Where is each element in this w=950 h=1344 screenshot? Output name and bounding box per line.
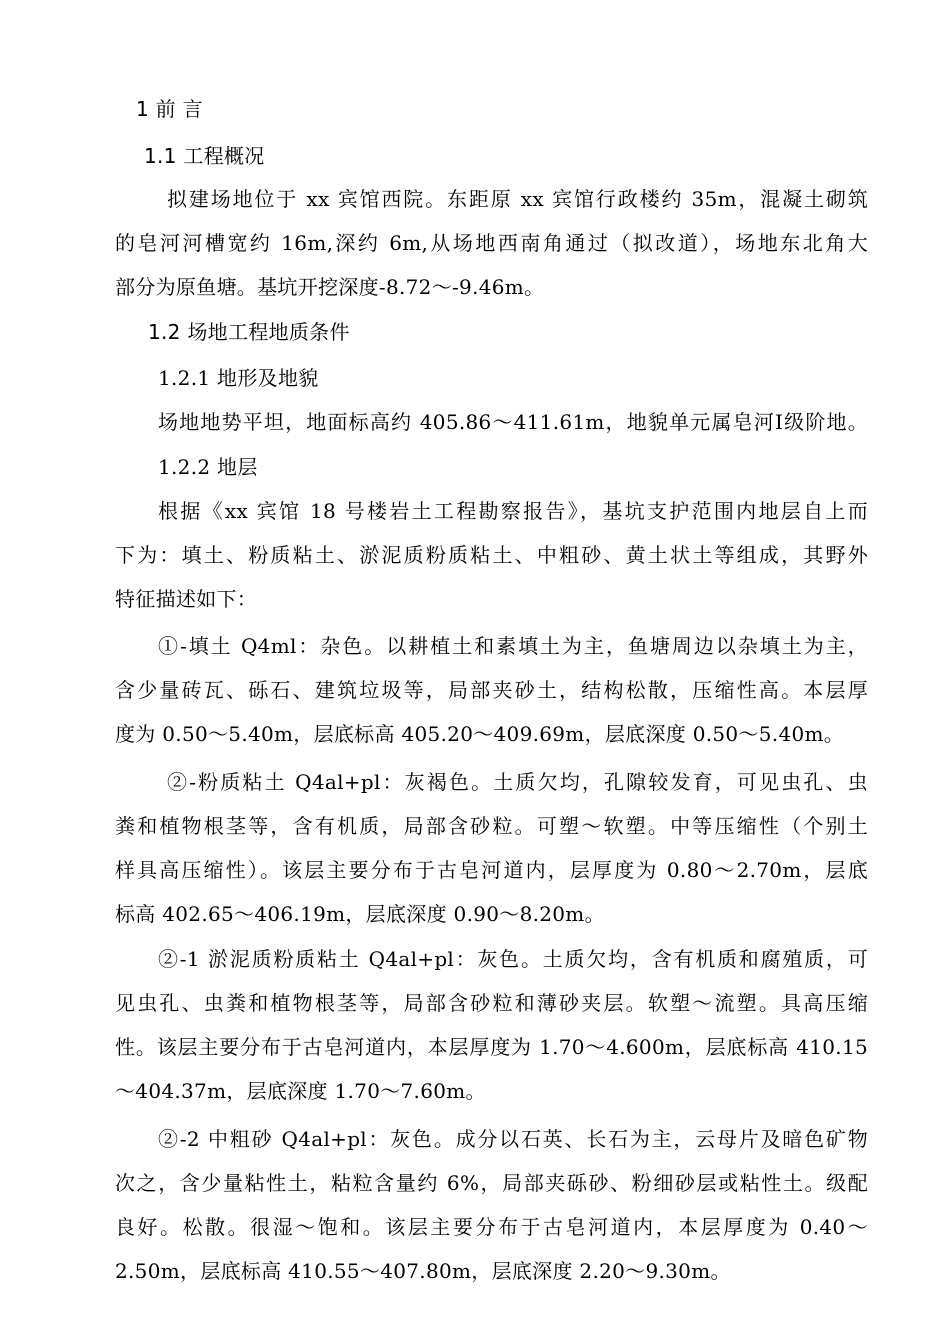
paragraph-line: ②-2 中粗砂 Q4al+pl：灰色。成分以石英、长石为主，云母片及暗色矿物	[158, 1127, 868, 1151]
paragraph-line: ～404.37m，层底深度 1.70～7.60m。	[115, 1079, 486, 1103]
section-heading-preface: 1 前 言	[136, 97, 203, 121]
section-heading-project-overview: 1.1 工程概况	[144, 144, 265, 168]
paragraph-line: 的皂河河槽宽约 16m,深约 6m,从场地西南角通过（拟改道），场地东北角大	[115, 231, 868, 255]
section-heading-geology: 1.2 场地工程地质条件	[148, 320, 350, 344]
paragraph-line: ①-填土 Q4ml：杂色。以耕植土和素填土为主，鱼塘周边以杂填土为主，	[158, 634, 868, 658]
paragraph-line: 良好。松散。很湿～饱和。该层主要分布于古皂河道内，本层厚度为 0.40～	[115, 1215, 868, 1239]
paragraph-line: 度为 0.50～5.40m，层底标高 405.20～409.69m，层底深度 0.50～5.40m。	[115, 722, 845, 746]
subsection-heading-strata: 1.2.2 地层	[158, 455, 258, 479]
paragraph-line: 次之，含少量粘性土，粘粒含量约 6%，局部夹砾砂、粉细砂层或粘性土。级配	[115, 1171, 868, 1195]
paragraph-line: 含少量砖瓦、砾石、建筑垃圾等，局部夹砂土，结构松散，压缩性高。本层厚	[115, 678, 868, 702]
paragraph-line: ②-1 淤泥质粉质粘土 Q4al+pl：灰色。土质欠均，含有机质和腐殖质，可	[158, 947, 868, 971]
paragraph-line: ②-粉质粘土 Q4al+pl：灰褐色。土质欠均，孔隙较发育，可见虫孔、虫	[167, 770, 868, 794]
paragraph-line: 下为：填土、粉质粘土、淤泥质粉质粘土、中粗砂、黄土状土等组成，其野外	[115, 543, 868, 567]
paragraph-line: 特征描述如下：	[115, 587, 258, 611]
paragraph-line: 见虫孔、虫粪和植物根茎等，局部含砂粒和薄砂夹层。软塑～流塑。具高压缩	[115, 991, 868, 1015]
paragraph-line: 拟建场地位于 xx 宾馆西院。东距原 xx 宾馆行政楼约 35m，混凝土砌筑	[167, 187, 868, 211]
paragraph-line: 部分为原鱼塘。基坑开挖深度-8.72～-9.46m。	[115, 275, 545, 299]
subsection-heading-terrain: 1.2.1 地形及地貌	[158, 366, 319, 390]
paragraph-line: 样具高压缩性）。该层主要分布于古皂河道内，层厚度为 0.80～2.70m，层底	[115, 858, 868, 882]
paragraph-line: 2.50m，层底标高 410.55～407.80m，层底深度 2.20～9.30m。	[115, 1259, 731, 1283]
paragraph-line: 粪和植物根茎等，含有机质，局部含砂粒。可塑～软塑。中等压缩性（个别土	[115, 814, 868, 838]
paragraph-line: 标高 402.65～406.19m，层底深度 0.90～8.20m。	[115, 902, 605, 926]
paragraph-line: 场地地势平坦，地面标高约 405.86～411.61m，地貌单元属皂河Ⅰ级阶地。	[158, 410, 868, 434]
paragraph-line: 根据《xx 宾馆 18 号楼岩土工程勘察报告》，基坑支护范围内地层自上而	[158, 499, 868, 523]
paragraph-line: 性。该层主要分布于古皂河道内，本层厚度为 1.70～4.600m，层底标高 410.15	[115, 1035, 868, 1059]
